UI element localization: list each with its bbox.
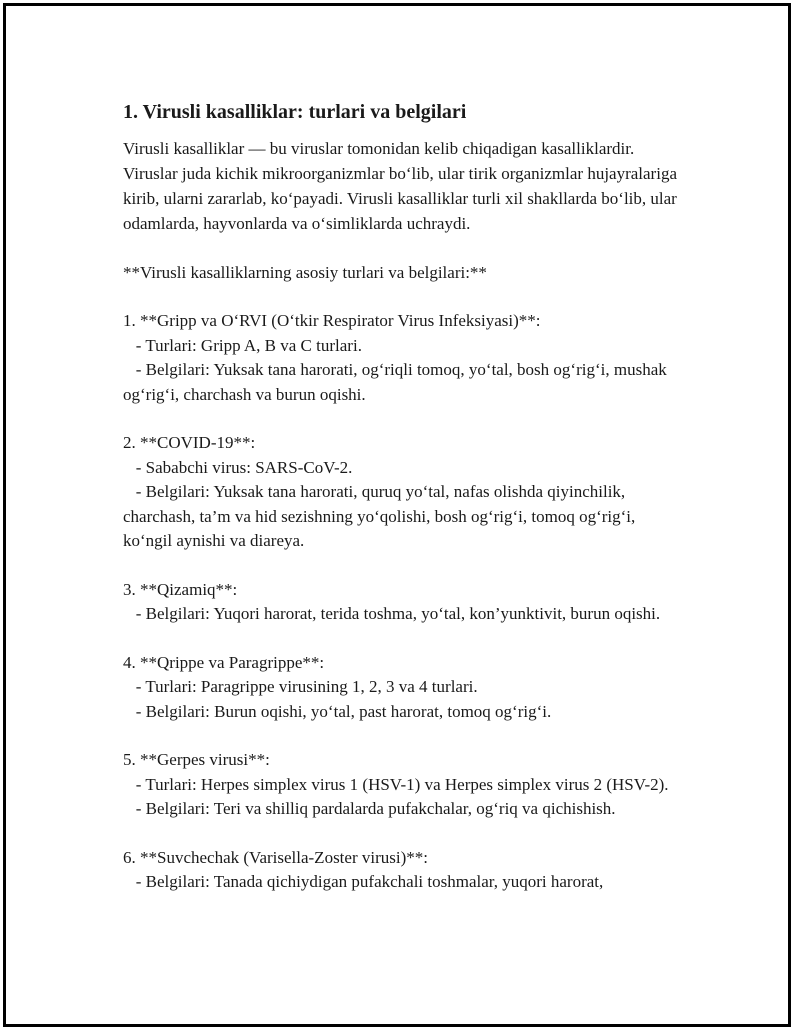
list-item-title: 2. **COVID-19**:: [123, 433, 256, 452]
list-item: [123, 578, 683, 627]
list-item-title: 6. **Suvchechak (Varisella-Zoster virusi)**:: [123, 847, 428, 867]
document-heading: 1. Virusli kasalliklar: turlari va belgilari: [123, 101, 467, 123]
list-item-line: - Belgilari: Burun oqishi, yo‘tal, past harorat, tomoq og‘rig‘i.: [135, 701, 552, 721]
list-item-line: - Belgilari: Teri va shilliq pardalarda pufakchalar, og‘riq va qichishish.: [135, 799, 616, 818]
list-item: [123, 748, 683, 822]
section-title: **Virusli kasalliklarning asosiy turlari va belgilari:**: [123, 263, 487, 282]
list-item-line: - Belgilari: Tanada qichiydigan pufakchali toshmalar, yuqori harorat,: [135, 872, 604, 891]
list-item-line: - Turlari: Herpes simplex virus 1 (HSV-1) va Herpes simplex virus 2 (HSV-2).: [135, 774, 669, 794]
list-item: [123, 651, 683, 725]
list-item-title: 5. **Gerpes virusi**:: [123, 750, 270, 769]
list-item: [123, 309, 683, 407]
list-item-line: - Belgilari: Yuksak tana harorati, quruq yo‘tal, nafas olishda qiyinchilik, charchash, ta’m va hid sezishning yo‘qolishi, bosh og‘rig‘i, tomoq og‘rig‘i, ko‘ngil aynishi va diareya.: [123, 482, 636, 550]
list-item-line: - Turlari: Paragrippe virusining 1, 2, 3 va 4 turlari.: [135, 677, 478, 696]
list-item: [123, 846, 683, 895]
list-item-title: 3. **Qizamiq**:: [123, 579, 238, 599]
list-item-line: - Turlari: Gripp A, B va C turlari.: [135, 335, 362, 355]
list-item: [123, 431, 683, 554]
list-item-line: - Sababchi virus: SARS-CoV-2.: [135, 457, 353, 477]
document-page: [3, 3, 791, 1027]
intro-paragraph: Virusli kasalliklar — bu viruslar tomonidan kelib chiqadigan kasalliklardir. Viruslar juda kichik mikroorganizmlar bo‘lib, ular tirik organizmlar hujayralariga kirib, ularni zararlab, ko‘payadi. Virusli kasalliklar turli xil shakllarda bo‘lib, ular odamlarda, hayvonlarda va o‘simliklarda uchraydi.: [123, 139, 677, 233]
list-item-line: - Belgilari: Yuqori harorat, terida toshma, yo‘tal, kon’yunktivit, burun oqishi.: [135, 604, 661, 623]
list-item-line: - Belgilari: Yuksak tana harorati, og‘riqli tomoq, yo‘tal, bosh og‘rig‘i, mushak og‘rig‘i, charchash va burun oqishi.: [123, 360, 667, 404]
list-item-title: 4. **Qrippe va Paragrippe**:: [123, 652, 325, 672]
document-content: [123, 98, 683, 919]
list-item-title: 1. **Gripp va O‘RVI (O‘tkir Respirator Virus Infeksiyasi)**:: [123, 311, 541, 330]
